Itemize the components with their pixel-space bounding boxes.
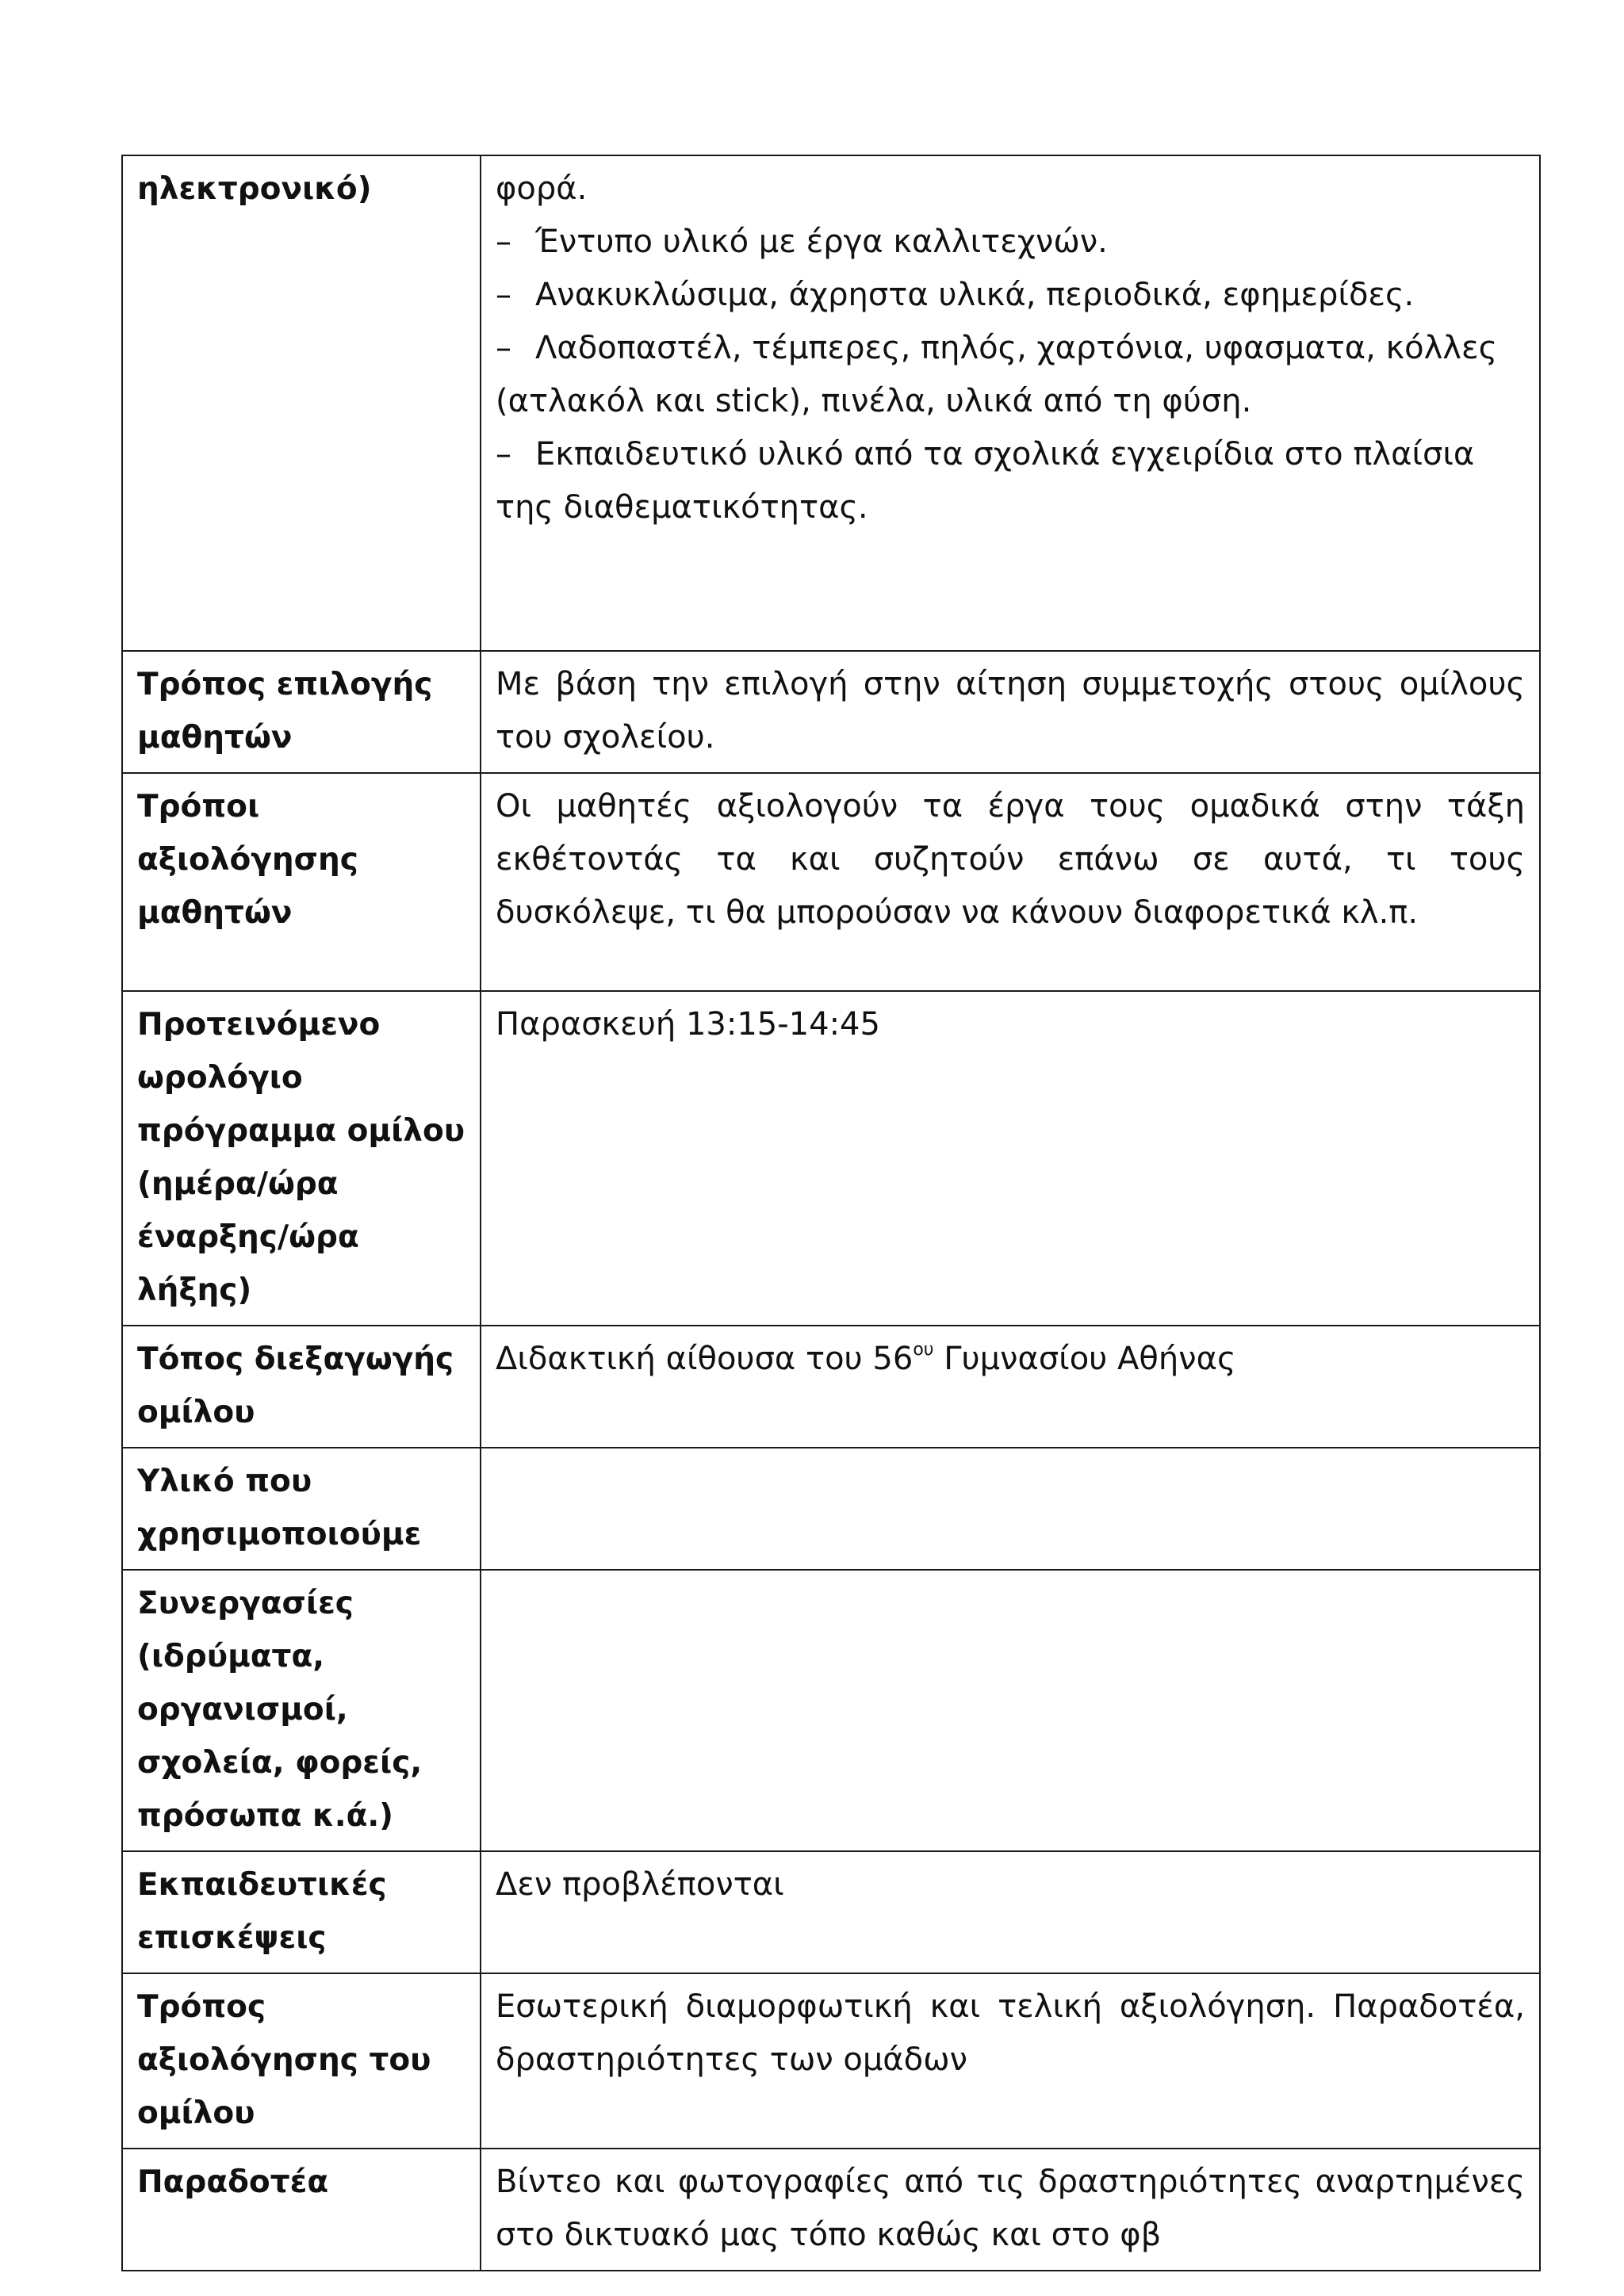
- table-row: [122, 991, 1540, 1326]
- row-value-collaborations: [481, 1570, 1540, 1851]
- row-label-club-evaluation: Τρόπος αξιολόγησης του ομίλου: [122, 1973, 481, 2149]
- row-label-student-evaluation: Τρόποι αξιολόγησης μαθητών: [122, 773, 481, 991]
- row-value-deliverables: [481, 2149, 1540, 2271]
- table-row: [122, 1851, 1540, 1973]
- row-value-materials: [481, 155, 1540, 651]
- venue-text-end: Γυμνασίου Αθήνας: [933, 1341, 1236, 1377]
- materials-item-text: Έντυπο υλικό με έργα καλλιτεχνών.: [535, 224, 1108, 260]
- materials-item: [496, 322, 1525, 428]
- dash-bullet: –: [496, 277, 511, 313]
- row-value-venue: [481, 1326, 1540, 1448]
- row-label-deliverables: Παραδοτέα: [122, 2149, 481, 2271]
- materials-item-text: Εκπαιδευτικό υλικό από τα σχολικά εγχειρίδια στο πλαίσια της διαθεματικότητας.: [496, 436, 1475, 526]
- table-row: [122, 1973, 1540, 2149]
- venue-text-start: Διδακτική αίθουσα του 56: [496, 1341, 914, 1377]
- table-row: [122, 773, 1540, 991]
- club-info-table: [121, 155, 1541, 2271]
- table-row: [122, 1570, 1540, 1851]
- row-value-schedule: Παρασκευή 13:15-14:45: [481, 991, 1540, 1326]
- materials-item-text: Ανακυκλώσιμα, άχρηστα υλικά, περιοδικά, εφημερίδες.: [535, 277, 1415, 313]
- row-label-collaborations: Συνεργασίες (ιδρύματα, οργανισμοί, σχολεία, φορείς, πρόσωπα κ.ά.): [122, 1570, 481, 1851]
- ordinal-suffix: ου: [913, 1339, 934, 1360]
- table-row: [122, 651, 1540, 773]
- row-value-club-evaluation: [481, 1973, 1540, 2149]
- table-row: [122, 1326, 1540, 1448]
- materials-item: [496, 216, 1525, 269]
- row-value-student-evaluation: [481, 773, 1540, 991]
- materials-item-text: Λαδοπαστέλ, τέμπερες, πηλός, χαρτόνια, υφασματα, κόλλες (ατλακόλ και stick), πινέλα, υλικά από τη φύση.: [496, 330, 1498, 419]
- table-row: [122, 1448, 1540, 1570]
- row-value-student-selection: [481, 651, 1540, 773]
- dash-bullet: –: [496, 224, 511, 260]
- dash-bullet: –: [496, 436, 511, 473]
- row-label-student-selection: Τρόπος επιλογής μαθητών: [122, 651, 481, 773]
- row-label-venue: Τόπος διεξαγωγής ομίλου: [122, 1326, 481, 1448]
- row-label-materials: ηλεκτρονικό): [122, 155, 481, 651]
- student-evaluation-text: Οι μαθητές αξιολογούν τα έργα τους ομαδικά στην τάξη εκθέτοντάς τα και συζητούν επάνω σε αυτά, τι τους δυσκόλεψε, τι θα μπορούσαν να κάνουν διαφορετικά κλ.π.: [496, 788, 1525, 931]
- row-label-schedule: Προτεινόμενο ωρολόγιο πρόγραμμα ομίλου (ημέρα/ώρα έναρξης/ώρα λήξης): [122, 991, 481, 1326]
- materials-item: [496, 428, 1525, 534]
- dash-bullet: –: [496, 330, 511, 366]
- club-evaluation-text: Εσωτερική διαμορφωτική και τελική αξιολόγηση. Παραδοτέα, δραστηριότητες των ομάδων: [496, 1988, 1525, 2078]
- row-value-educational-visits: Δεν προβλέπονται: [481, 1851, 1540, 1973]
- table-row: [122, 2149, 1540, 2271]
- row-value-materials-used: [481, 1448, 1540, 1570]
- student-selection-text: Με βάση την επιλογή στην αίτηση συμμετοχής στους ομίλους του σχολείου.: [496, 666, 1525, 756]
- row-label-materials-used: Υλικό που χρησιμοποιούμε: [122, 1448, 481, 1570]
- materials-item: [496, 269, 1525, 322]
- row-label-educational-visits: Εκπαιδευτικές επισκέψεις: [122, 1851, 481, 1973]
- table-row: [122, 155, 1540, 651]
- materials-line-continuation: φορά.: [496, 170, 588, 207]
- deliverables-text: Βίντεο και φωτογραφίες από τις δραστηριότητες αναρτημένες στο δικτυακό μας τόπο καθώς και στο φβ: [496, 2164, 1525, 2253]
